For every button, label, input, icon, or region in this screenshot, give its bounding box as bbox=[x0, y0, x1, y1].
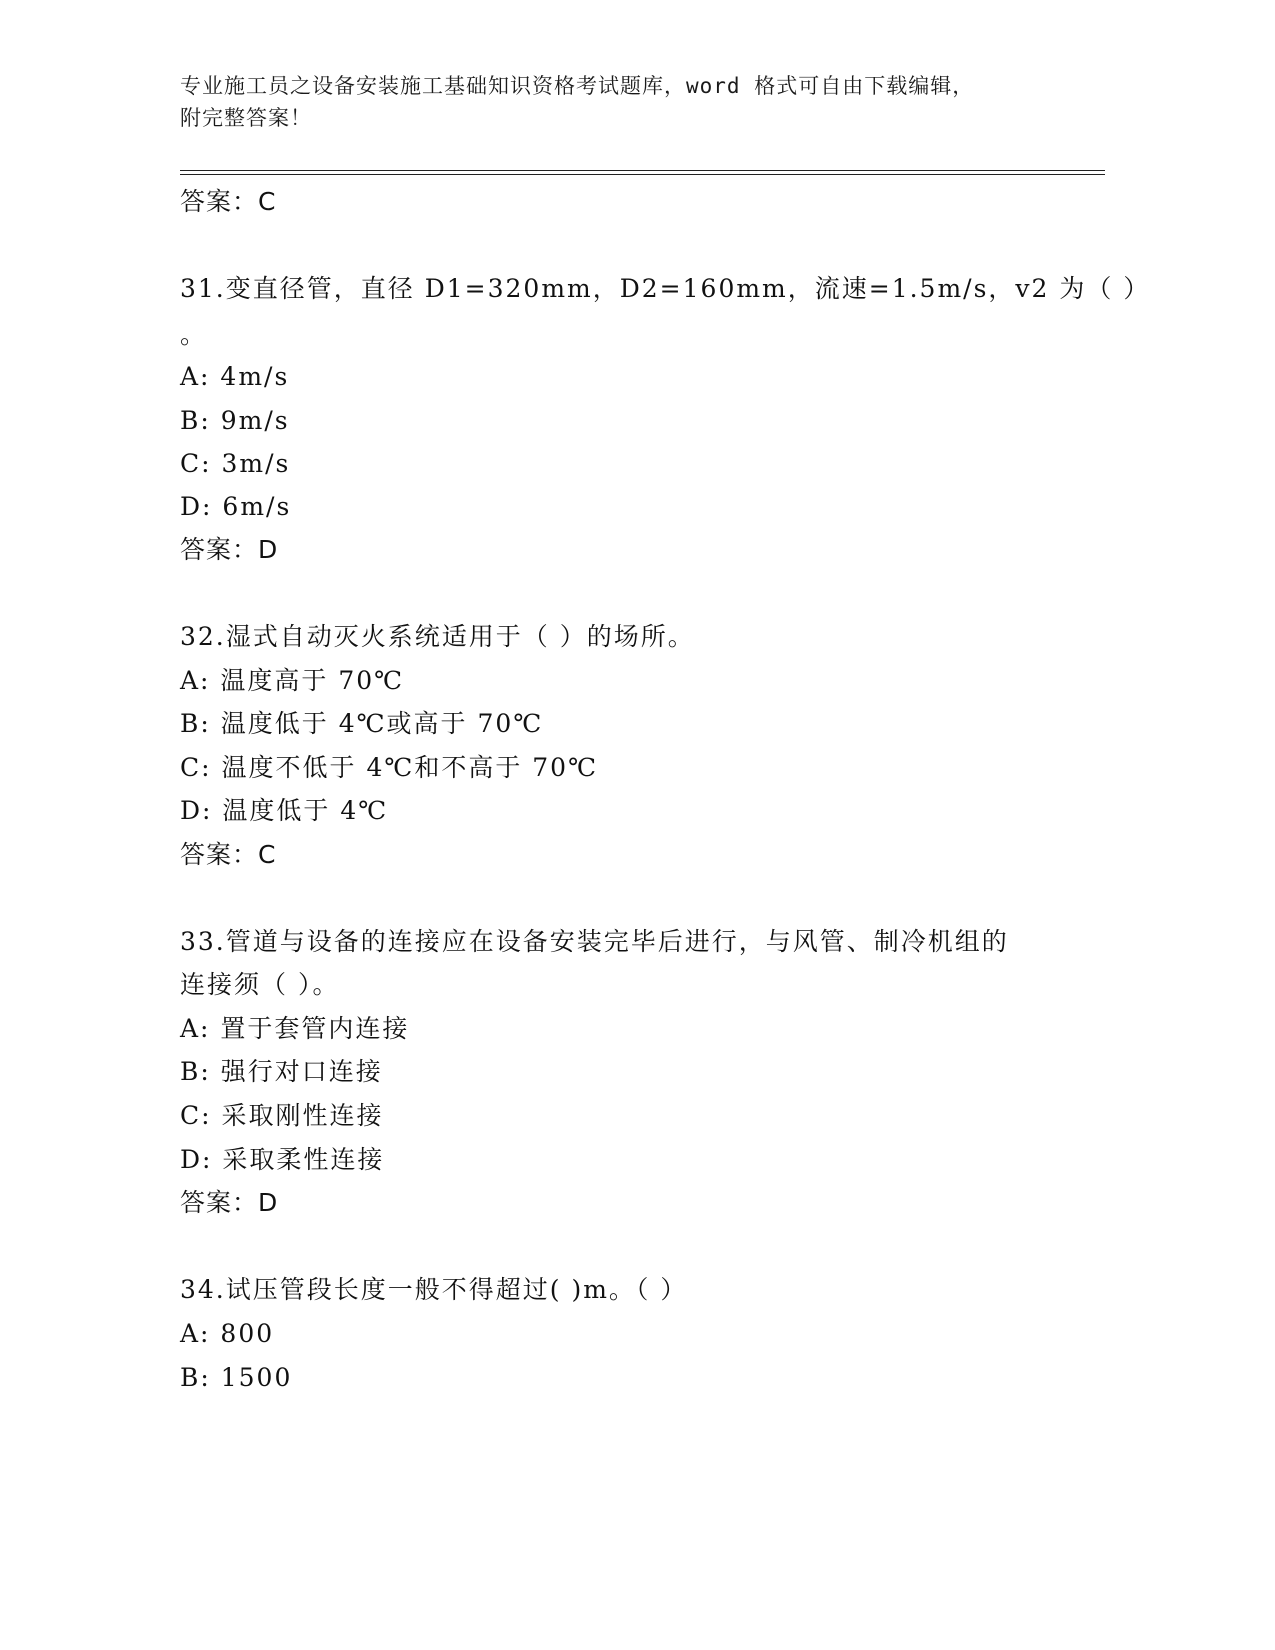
question-34-stem-line-1: 34.试压管段长度一般不得超过( )m。（ ） bbox=[180, 1275, 688, 1304]
question-33-option-a: A: 置于套管内连接 bbox=[180, 1014, 410, 1043]
question-33-answer: 答案：D bbox=[180, 1188, 279, 1217]
question-31-answer: 答案：D bbox=[180, 535, 279, 564]
question-34-option-b: B: 1500 bbox=[180, 1363, 293, 1392]
header-line-1: 专业施工员之设备安装施工基础知识资格考试题库，word 格式可自由下载编辑， bbox=[180, 74, 975, 98]
question-31-option-b: B: 9m/s bbox=[180, 406, 290, 435]
header-divider-bottom bbox=[180, 174, 1105, 175]
question-32-option-b: B: 温度低于 4℃或高于 70℃ bbox=[180, 709, 544, 738]
question-31-option-d: D: 6m/s bbox=[180, 492, 292, 521]
question-32-answer: 答案：C bbox=[180, 840, 277, 869]
question-33-stem-line-1: 33.管道与设备的连接应在设备安装完毕后进行，与风管、制冷机组的 bbox=[180, 927, 1009, 956]
question-31-option-a: A: 4m/s bbox=[180, 362, 290, 391]
question-32-stem-line-1: 32.湿式自动灭火系统适用于（ ）的场所。 bbox=[180, 622, 695, 651]
question-31-stem-line-1: 31.变直径管，直径 D1=320mm，D2=160mm，流速=1.5m/s，v2 为（ ） bbox=[180, 274, 1151, 303]
question-34-option-a: A: 800 bbox=[180, 1319, 275, 1348]
question-33-option-c: C: 采取刚性连接 bbox=[180, 1101, 384, 1130]
question-32-option-a: A: 温度高于 70℃ bbox=[180, 666, 405, 695]
document-header bbox=[180, 70, 1060, 134]
question-32-option-d: D: 温度低于 4℃ bbox=[180, 796, 389, 825]
question-33-stem-line-2: 连接须（ ）。 bbox=[180, 970, 340, 999]
question-33-option-d: D: 采取柔性连接 bbox=[180, 1145, 385, 1174]
question-31-stem-line-2: 。 bbox=[180, 320, 208, 349]
question-31-option-c: C: 3m/s bbox=[180, 449, 291, 478]
question-32-option-c: C: 温度不低于 4℃和不高于 70℃ bbox=[180, 753, 599, 782]
header-line-2: 附完整答案！ bbox=[180, 106, 312, 130]
header-divider-top bbox=[180, 170, 1105, 171]
answer-prev: 答案：C bbox=[180, 187, 277, 216]
question-33-option-b: B: 强行对口连接 bbox=[180, 1057, 383, 1086]
